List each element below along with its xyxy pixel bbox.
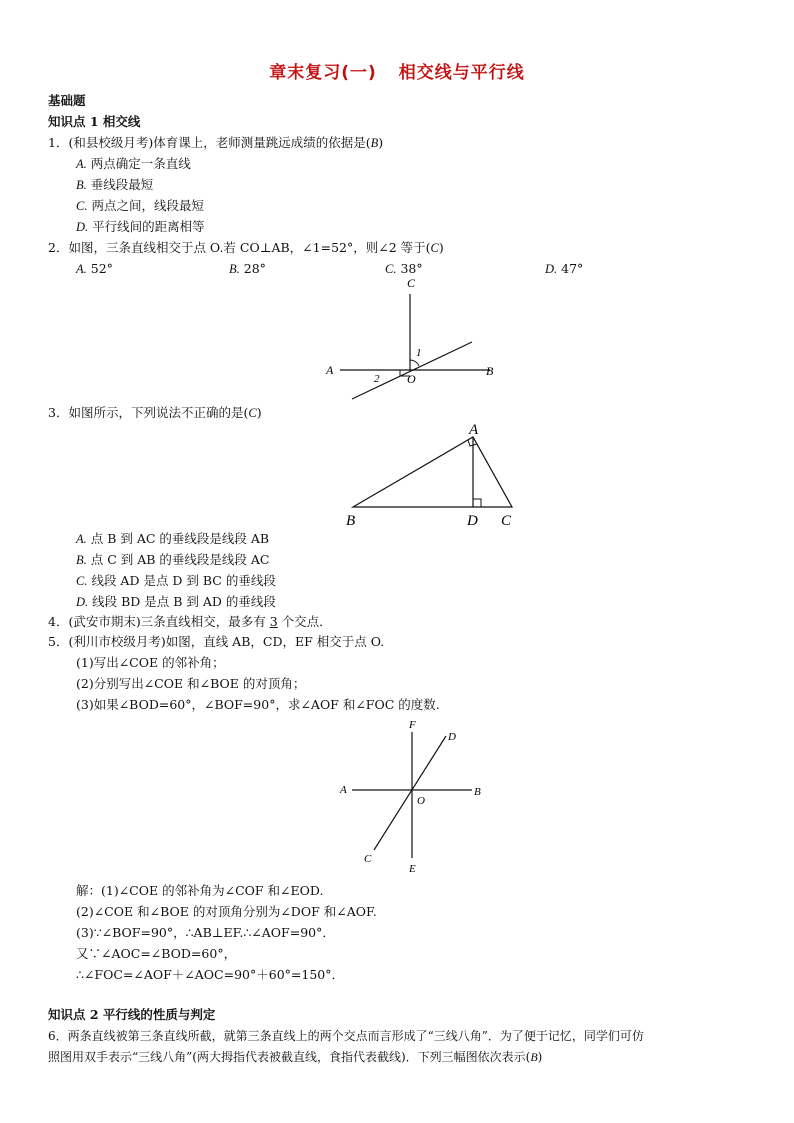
question-3-answer: C: [248, 406, 257, 420]
page-title: [0, 58, 794, 83]
question-3-stem: 3．如图所示，下列说法不正确的是(: [48, 405, 249, 420]
label-b: B: [474, 786, 481, 798]
section-knowledge-point-2: 知识点 2 平行线的性质与判定: [48, 1007, 216, 1022]
label-c: C: [501, 513, 512, 529]
angle-1-arc: [410, 360, 419, 366]
title-main: 章末复习(一): [269, 63, 377, 83]
question-2-stem: 2．如图，三条直线相交于点 O.若 CO⊥AB，∠1=52°，则∠2 等于(: [48, 240, 431, 255]
q5-part-3: (3)如果∠BOD=60°，∠BOF=90°，求∠AOF 和∠FOC 的度数.: [76, 697, 440, 712]
q5-figure: [330, 716, 500, 878]
label-o: O: [417, 795, 425, 807]
q3-option-d: [76, 593, 276, 611]
label-a: A: [469, 422, 479, 438]
q3-option-a: [76, 530, 269, 548]
title-sub: 相交线与平行线: [398, 63, 525, 83]
question-2: [48, 239, 444, 257]
question-4: [48, 613, 332, 631]
section-basic: 基础题: [48, 93, 86, 108]
label-d: D: [467, 513, 478, 529]
q5-solution-1: 解：(1)∠COE 的邻补角为∠COF 和∠EOD.: [76, 883, 324, 898]
line-cd: [374, 736, 446, 850]
q1-option-d: [76, 218, 205, 236]
right-angle-mark-d: [473, 499, 481, 507]
label-f: F: [409, 719, 416, 731]
label-c: C: [407, 276, 416, 290]
q5-part-1: (1)写出∠COE 的邻补角；: [76, 655, 225, 670]
option-text: 点 C 到 AB 的垂线段是线段 AC: [86, 552, 270, 567]
option-letter: A.: [76, 262, 87, 276]
q5-solution-5: ∴∠FOC=∠AOF＋∠AOC=90°＋60°=150°．: [76, 967, 344, 982]
question-1: [48, 134, 383, 152]
option-text: 38°: [396, 261, 423, 276]
option-letter: A.: [76, 157, 87, 171]
option-letter: B.: [76, 178, 87, 192]
option-text: 两点之间，线段最短: [87, 198, 204, 213]
label-o: O: [407, 372, 416, 386]
question-1-close: ): [378, 135, 384, 150]
question-4-answer: 3: [269, 614, 278, 629]
option-letter: C.: [76, 574, 88, 588]
question-4-post: 个交点．: [277, 614, 332, 629]
q2-option-d: [545, 260, 583, 278]
question-6-close: ): [537, 1050, 543, 1064]
option-text: 47°: [557, 261, 584, 276]
question-6-text: 照图用双手表示“三线八角”(两大拇指代表被截直线，食指代表截线)．下列三幅图依次表示(: [48, 1050, 531, 1064]
question-2-answer: C: [430, 241, 439, 255]
option-letter: D.: [76, 595, 89, 609]
option-letter: D.: [545, 262, 558, 276]
option-letter: A.: [76, 532, 87, 546]
option-text: 52°: [86, 261, 113, 276]
option-text: 两点确定一条直线: [86, 156, 191, 171]
label-b: B: [486, 364, 494, 378]
option-letter: D.: [76, 220, 89, 234]
q5-solution-3: (3)∵∠BOF=90°，∴AB⊥EF.∴∠AOF=90°．: [76, 925, 335, 940]
q1-option-b: [76, 176, 153, 194]
q5-solution-4: 又∵∠AOC=∠BOD=60°，: [76, 946, 237, 961]
option-letter: B.: [229, 262, 240, 276]
triangle-abc: [353, 437, 512, 507]
question-3-close: ): [256, 405, 262, 420]
question-4-pre: 4．(武安市期末)三条直线相交，最多有: [48, 614, 270, 629]
option-text: 28°: [239, 261, 266, 276]
q1-option-a: [76, 155, 191, 173]
label-a: A: [340, 784, 347, 796]
question-5: 5．(利川市校级月考)如图，直线 AB，CD，EF 相交于点 O.: [48, 634, 385, 649]
option-text: 线段 AD 是点 D 到 BC 的垂线段: [87, 573, 276, 588]
option-text: 垂线段最短: [86, 177, 154, 192]
question-2-close: ): [438, 240, 444, 255]
label-b: B: [346, 513, 356, 529]
option-letter: B.: [76, 553, 87, 567]
label-d: D: [448, 731, 456, 743]
option-text: 平行线间的距离相等: [88, 219, 205, 234]
label-e: E: [409, 863, 416, 875]
option-letter: C.: [385, 262, 397, 276]
question-6-line-1: 6．两条直线被第三条直线所截，就第三条直线上的两个交点而言形成了“三线八角”．为了便于记忆，同学们可仿: [48, 1029, 644, 1043]
question-6-line-2: [48, 1048, 542, 1066]
q3-option-c: [76, 572, 276, 590]
q2-option-a: [76, 260, 113, 278]
label-c: C: [364, 853, 372, 865]
section-knowledge-point-1: 知识点 1 相交线: [48, 114, 141, 129]
q2-option-b: [229, 260, 266, 278]
question-1-answer: B: [370, 136, 379, 150]
option-letter: C.: [76, 199, 88, 213]
question-1-stem: 1．(和县校级月考)体育课上，老师测量跳远成绩的依据是(: [48, 135, 371, 150]
q5-solution-2: (2)∠COE 和∠BOE 的对顶角分别为∠DOF 和∠AOF.: [76, 904, 377, 919]
question-6-answer: B: [530, 1050, 538, 1064]
q2-figure: [320, 272, 510, 406]
question-3: [48, 404, 262, 422]
option-text: 线段 BD 是点 B 到 AD 的垂线段: [88, 594, 276, 609]
q5-part-2: (2)分别写出∠COE 和∠BOE 的对顶角；: [76, 676, 306, 691]
q3-figure: [340, 418, 530, 534]
angle-2-label: 2: [374, 373, 380, 385]
option-text: 点 B 到 AC 的垂线段是线段 AB: [86, 531, 270, 546]
angle-1-label: 1: [416, 347, 422, 359]
q1-option-c: [76, 197, 204, 215]
label-a: A: [326, 363, 334, 377]
q3-option-b: [76, 551, 269, 569]
